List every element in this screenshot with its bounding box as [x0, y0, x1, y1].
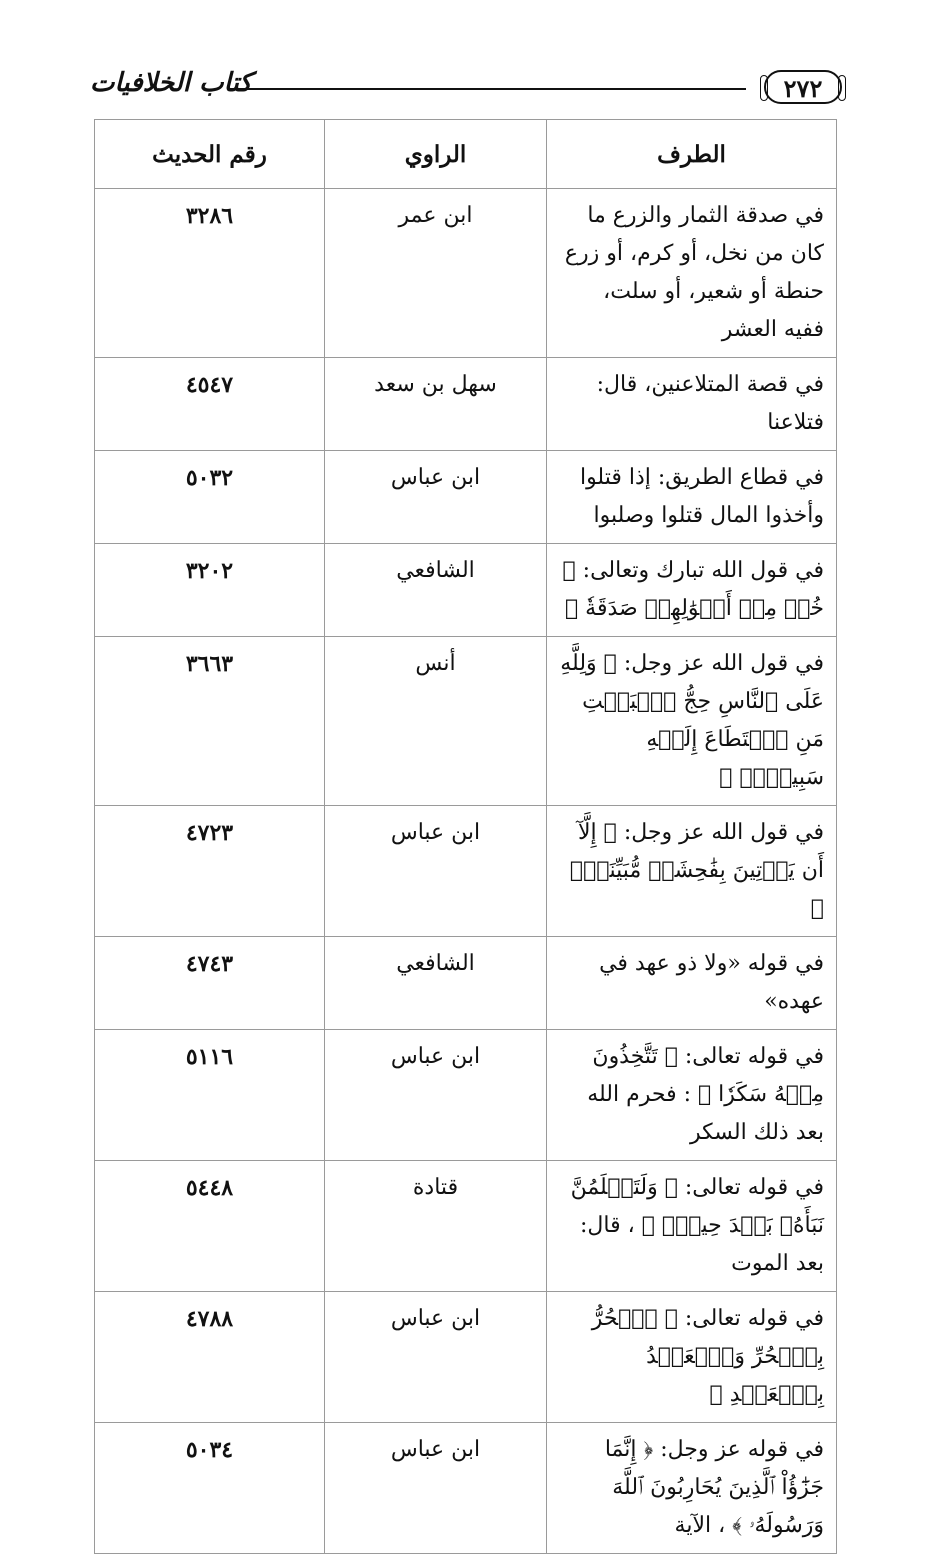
- rawi-cell: ابن عباس: [325, 1423, 547, 1554]
- hadith-number-cell: ٥٠٣٢: [95, 451, 325, 544]
- hadith-number-cell: ٤٧٤٣: [95, 937, 325, 1030]
- taraf-cell: في قول الله تبارك وتعالى: ﴿ خُذۡ مِنۡ أَمۡوَٰلِهِمۡ صَدَقَةٗ ﴾: [547, 544, 837, 637]
- taraf-cell: في قطاع الطريق: إذا قتلوا وأخذوا المال قتلوا وصلبوا: [547, 451, 837, 544]
- taraf-cell: في قوله «ولا ذو عهد في عهده»: [547, 937, 837, 1030]
- taraf-cell: في قول الله عز وجل: ﴿ وَلِلَّهِ عَلَى ٱلنَّاسِ حِجُّ ٱلۡبَيۡتِ مَنِ ٱسۡتَطَاعَ إِلَيۡهِ سَبِيلٗاۚ ﴾: [547, 637, 837, 806]
- taraf-cell: في قوله تعالى: ﴿ وَلَتَعۡلَمُنَّ نَبَأَهُۥ بَعۡدَ حِينِۭ ﴾ ، قال: بعد الموت: [547, 1161, 837, 1292]
- table-row: [95, 806, 837, 937]
- taraf-cell: في قوله عز وجل: ﴿ إِنَّمَا جَزَٰٓؤُاْ ٱلَّذِينَ يُحَارِبُونَ ٱللَّهَ وَرَسُولَهُۥ ﴾ ، الآية: [547, 1423, 837, 1554]
- hadith-number-cell: ٥٤٤٨: [95, 1161, 325, 1292]
- rawi-cell: الشافعي: [325, 544, 547, 637]
- hadith-number-cell: ٣٢٨٦: [95, 189, 325, 358]
- book-title: كتاب الخلافيات: [90, 68, 252, 98]
- rawi-cell: ابن عمر: [325, 189, 547, 358]
- table-row: [95, 1030, 837, 1161]
- table-row: [95, 1423, 837, 1554]
- hadith-number-cell: ٤٧٢٣: [95, 806, 325, 937]
- rawi-cell: سهل بن سعد: [325, 358, 547, 451]
- table-row: [95, 544, 837, 637]
- rawi-cell: قتادة: [325, 1161, 547, 1292]
- column-header-rawi: الراوي: [325, 120, 547, 189]
- rawi-cell: ابن عباس: [325, 451, 547, 544]
- header-rule: [228, 88, 746, 90]
- taraf-cell: في قصة المتلاعنين، قال: فتلاعنا: [547, 358, 837, 451]
- rawi-cell: ابن عباس: [325, 1292, 547, 1423]
- hadith-number-cell: ٤٧٨٨: [95, 1292, 325, 1423]
- taraf-cell: في قوله تعالى: ﴿ تَتَّخِذُونَ مِنۡهُ سَكَرٗا ﴾ : فحرم الله بعد ذلك السكر: [547, 1030, 837, 1161]
- rawi-cell: ابن عباس: [325, 1030, 547, 1161]
- table-row: [95, 937, 837, 1030]
- page-header: [90, 64, 842, 112]
- rawi-cell: ابن عباس: [325, 806, 547, 937]
- table-row: [95, 358, 837, 451]
- column-header-taraf: الطرف: [547, 120, 837, 189]
- taraf-cell: في قول الله عز وجل: ﴿ إِلَّآ أَن يَأۡتِينَ بِفَٰحِشَةٖ مُّبَيِّنَةٖۚ ﴾: [547, 806, 837, 937]
- table-row: [95, 189, 837, 358]
- column-header-hadith-number: رقم الحديث: [95, 120, 325, 189]
- hadith-number-cell: ٣٦٦٣: [95, 637, 325, 806]
- hadith-number-cell: ٥٠٣٤: [95, 1423, 325, 1554]
- rawi-cell: الشافعي: [325, 937, 547, 1030]
- hadith-index-table: [94, 119, 837, 1554]
- table-row: [95, 637, 837, 806]
- hadith-number-cell: ٥١١٦: [95, 1030, 325, 1161]
- table-row: [95, 451, 837, 544]
- taraf-cell: في قوله تعالى: ﴿ ٱلۡحُرُّ بِٱلۡحُرِّ وَٱلۡعَبۡدُ بِٱلۡعَبۡدِ ﴾: [547, 1292, 837, 1423]
- table-row: [95, 1161, 837, 1292]
- page-number: ٢٧٢: [764, 70, 842, 104]
- taraf-cell: في صدقة الثمار والزرع ما كان من نخل، أو كرم، أو زرع حنطة أو شعير، أو سلت، ففيه العشر: [547, 189, 837, 358]
- rawi-cell: أنس: [325, 637, 547, 806]
- hadith-number-cell: ٣٢٠٢: [95, 544, 325, 637]
- hadith-number-cell: ٤٥٤٧: [95, 358, 325, 451]
- table-header-row: [95, 120, 837, 189]
- table-row: [95, 1292, 837, 1423]
